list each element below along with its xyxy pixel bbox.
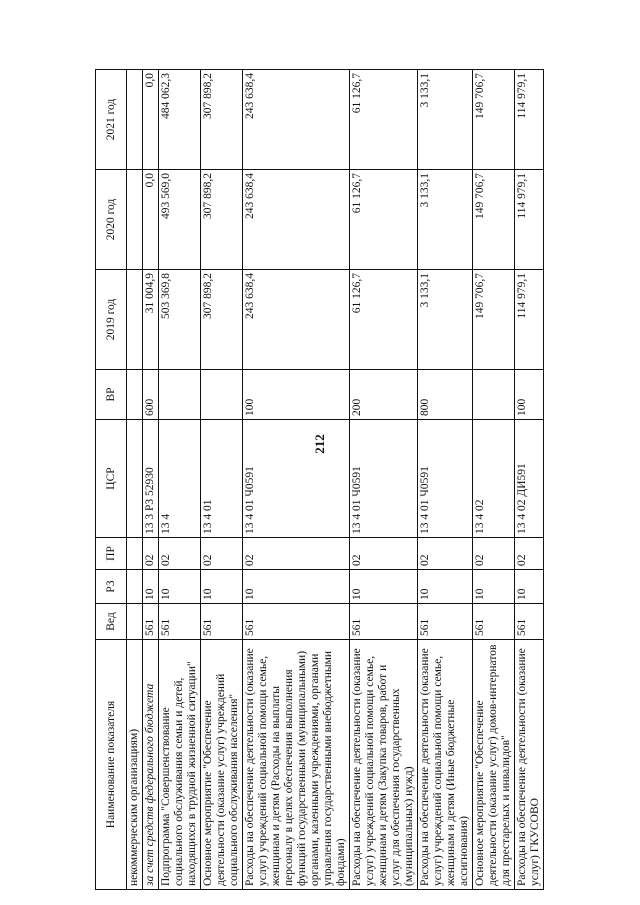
cell-2019: 243 638,4	[243, 270, 350, 370]
page-number: 212	[312, 434, 327, 454]
cell-name: Расходы на обеспечение деятельности (оказание услуг) учреждений социальной помощи семье, женщинам и детям (Иные бюджетные ассигнования)	[418, 640, 473, 890]
cell-vr	[127, 370, 143, 420]
cell-vr: 200	[350, 370, 418, 420]
cell-2019: 31 004,9	[143, 270, 159, 370]
cell-ved: 561	[243, 604, 350, 640]
cell-pr	[127, 538, 143, 570]
table-row	[159, 70, 201, 890]
cell-csr: 13 4 01 Ч0591	[418, 420, 473, 538]
cell-2019	[127, 270, 143, 370]
cell-ved: 561	[350, 604, 418, 640]
header-pr: ПР	[96, 538, 127, 570]
cell-pr: 02	[201, 538, 243, 570]
cell-rz: 10	[515, 570, 544, 604]
cell-csr: 13 4 01 Ч0591	[243, 420, 350, 538]
cell-2020: 61 126,7	[350, 170, 418, 270]
cell-2020: 114 979,1	[515, 170, 544, 270]
cell-vr	[159, 370, 201, 420]
cell-pr: 02	[473, 538, 515, 570]
rotated-table-container	[95, 70, 615, 890]
cell-2019: 61 126,7	[350, 270, 418, 370]
table-row	[201, 70, 243, 890]
cell-name: Расходы на обеспечение деятельности (оказание услуг) учреждений социальной помощи семье, женщинам и детям (Расходы на выплаты персоналу в целях обеспечения выполнения функций государственными (муниципальными) органами, казенными учреждениями, органами управления государственными внебюджетными фондами)	[243, 640, 350, 890]
cell-2021: 307 898,2	[201, 70, 243, 170]
table-row	[418, 70, 473, 890]
table-row	[127, 70, 143, 890]
cell-2019: 503 369,8	[159, 270, 201, 370]
cell-ved: 561	[201, 604, 243, 640]
cell-rz: 10	[418, 570, 473, 604]
table-row	[143, 70, 159, 890]
table-body	[127, 70, 544, 890]
cell-csr: 13 4 01	[201, 420, 243, 538]
table-row	[515, 70, 544, 890]
header-row	[96, 70, 127, 890]
cell-ved	[127, 604, 143, 640]
header-2020: 2020 год	[96, 170, 127, 270]
cell-2021: 149 706,7	[473, 70, 515, 170]
cell-2020: 493 569,0	[159, 170, 201, 270]
cell-rz	[127, 570, 143, 604]
cell-vr	[201, 370, 243, 420]
cell-vr: 100	[243, 370, 350, 420]
cell-2019: 114 979,1	[515, 270, 544, 370]
cell-name: за счет средств федерального бюджета	[143, 640, 159, 890]
header-rz: РЗ	[96, 570, 127, 604]
cell-2020: 307 898,2	[201, 170, 243, 270]
cell-2021: 243 638,4	[243, 70, 350, 170]
cell-rz: 10	[143, 570, 159, 604]
cell-name: Основное мероприятие "Обеспечение деятельности (оказание услуг) учреждений социального обслуживания населения"	[201, 640, 243, 890]
cell-2021	[127, 70, 143, 170]
cell-2020: 0,0	[143, 170, 159, 270]
cell-csr: 13 4 01 Ч0591	[350, 420, 418, 538]
cell-2021: 3 133,1	[418, 70, 473, 170]
cell-csr: 13 4 02 ДИ591	[515, 420, 544, 538]
header-csr: ЦСР	[96, 420, 127, 538]
table-row	[243, 70, 350, 890]
header-2019: 2019 год	[96, 270, 127, 370]
cell-csr: 13 4 02	[473, 420, 515, 538]
cell-rz: 10	[243, 570, 350, 604]
cell-rz: 10	[201, 570, 243, 604]
cell-ved: 561	[159, 604, 201, 640]
cell-2020: 3 133,1	[418, 170, 473, 270]
cell-vr: 800	[418, 370, 473, 420]
cell-pr: 02	[243, 538, 350, 570]
cell-2019: 149 706,7	[473, 270, 515, 370]
cell-ved: 561	[515, 604, 544, 640]
cell-vr	[473, 370, 515, 420]
cell-csr	[127, 420, 143, 538]
cell-name: Расходы на обеспечение деятельности (оказание услуг) ГКУСОВО	[515, 640, 544, 890]
cell-pr: 02	[350, 538, 418, 570]
cell-2020: 243 638,4	[243, 170, 350, 270]
header-2021: 2021 год	[96, 70, 127, 170]
header-ved: Вед	[96, 604, 127, 640]
cell-ved: 561	[143, 604, 159, 640]
budget-table	[95, 69, 544, 890]
cell-ved: 561	[473, 604, 515, 640]
cell-ved: 561	[418, 604, 473, 640]
cell-2021: 484 062,3	[159, 70, 201, 170]
cell-2019: 3 133,1	[418, 270, 473, 370]
cell-2021: 61 126,7	[350, 70, 418, 170]
cell-csr: 13 3 P3 52930	[143, 420, 159, 538]
cell-vr: 600	[143, 370, 159, 420]
cell-2020	[127, 170, 143, 270]
cell-pr: 02	[418, 538, 473, 570]
cell-name: некоммерческим организациям)	[127, 640, 143, 890]
table-row	[473, 70, 515, 890]
cell-vr: 100	[515, 370, 544, 420]
cell-rz: 10	[350, 570, 418, 604]
cell-2021: 114 979,1	[515, 70, 544, 170]
cell-2020: 149 706,7	[473, 170, 515, 270]
cell-pr: 02	[159, 538, 201, 570]
cell-rz: 10	[473, 570, 515, 604]
cell-rz: 10	[159, 570, 201, 604]
cell-pr: 02	[143, 538, 159, 570]
header-name: Наименование показателя	[96, 640, 127, 890]
header-vr: ВР	[96, 370, 127, 420]
cell-name: Расходы на обеспечение деятельности (оказание услуг) учреждений социальной помощи семье, женщинам и детям (Закупка товаров, работ и услуг для обеспечения государственных (муниципальных) нужд)	[350, 640, 418, 890]
cell-csr: 13 4	[159, 420, 201, 538]
cell-2019: 307 898,2	[201, 270, 243, 370]
cell-pr: 02	[515, 538, 544, 570]
cell-name: Подпрограмма "Совершенствование социального обслуживания семьи и детей, находящихся в трудной жизненной ситуации"	[159, 640, 201, 890]
cell-2021: 0,0	[143, 70, 159, 170]
cell-name: Основное мероприятие "Обеспечение деятельности (оказание услуг) домов-интернатов для престарелых и инвалидов"	[473, 640, 515, 890]
table-row	[350, 70, 418, 890]
